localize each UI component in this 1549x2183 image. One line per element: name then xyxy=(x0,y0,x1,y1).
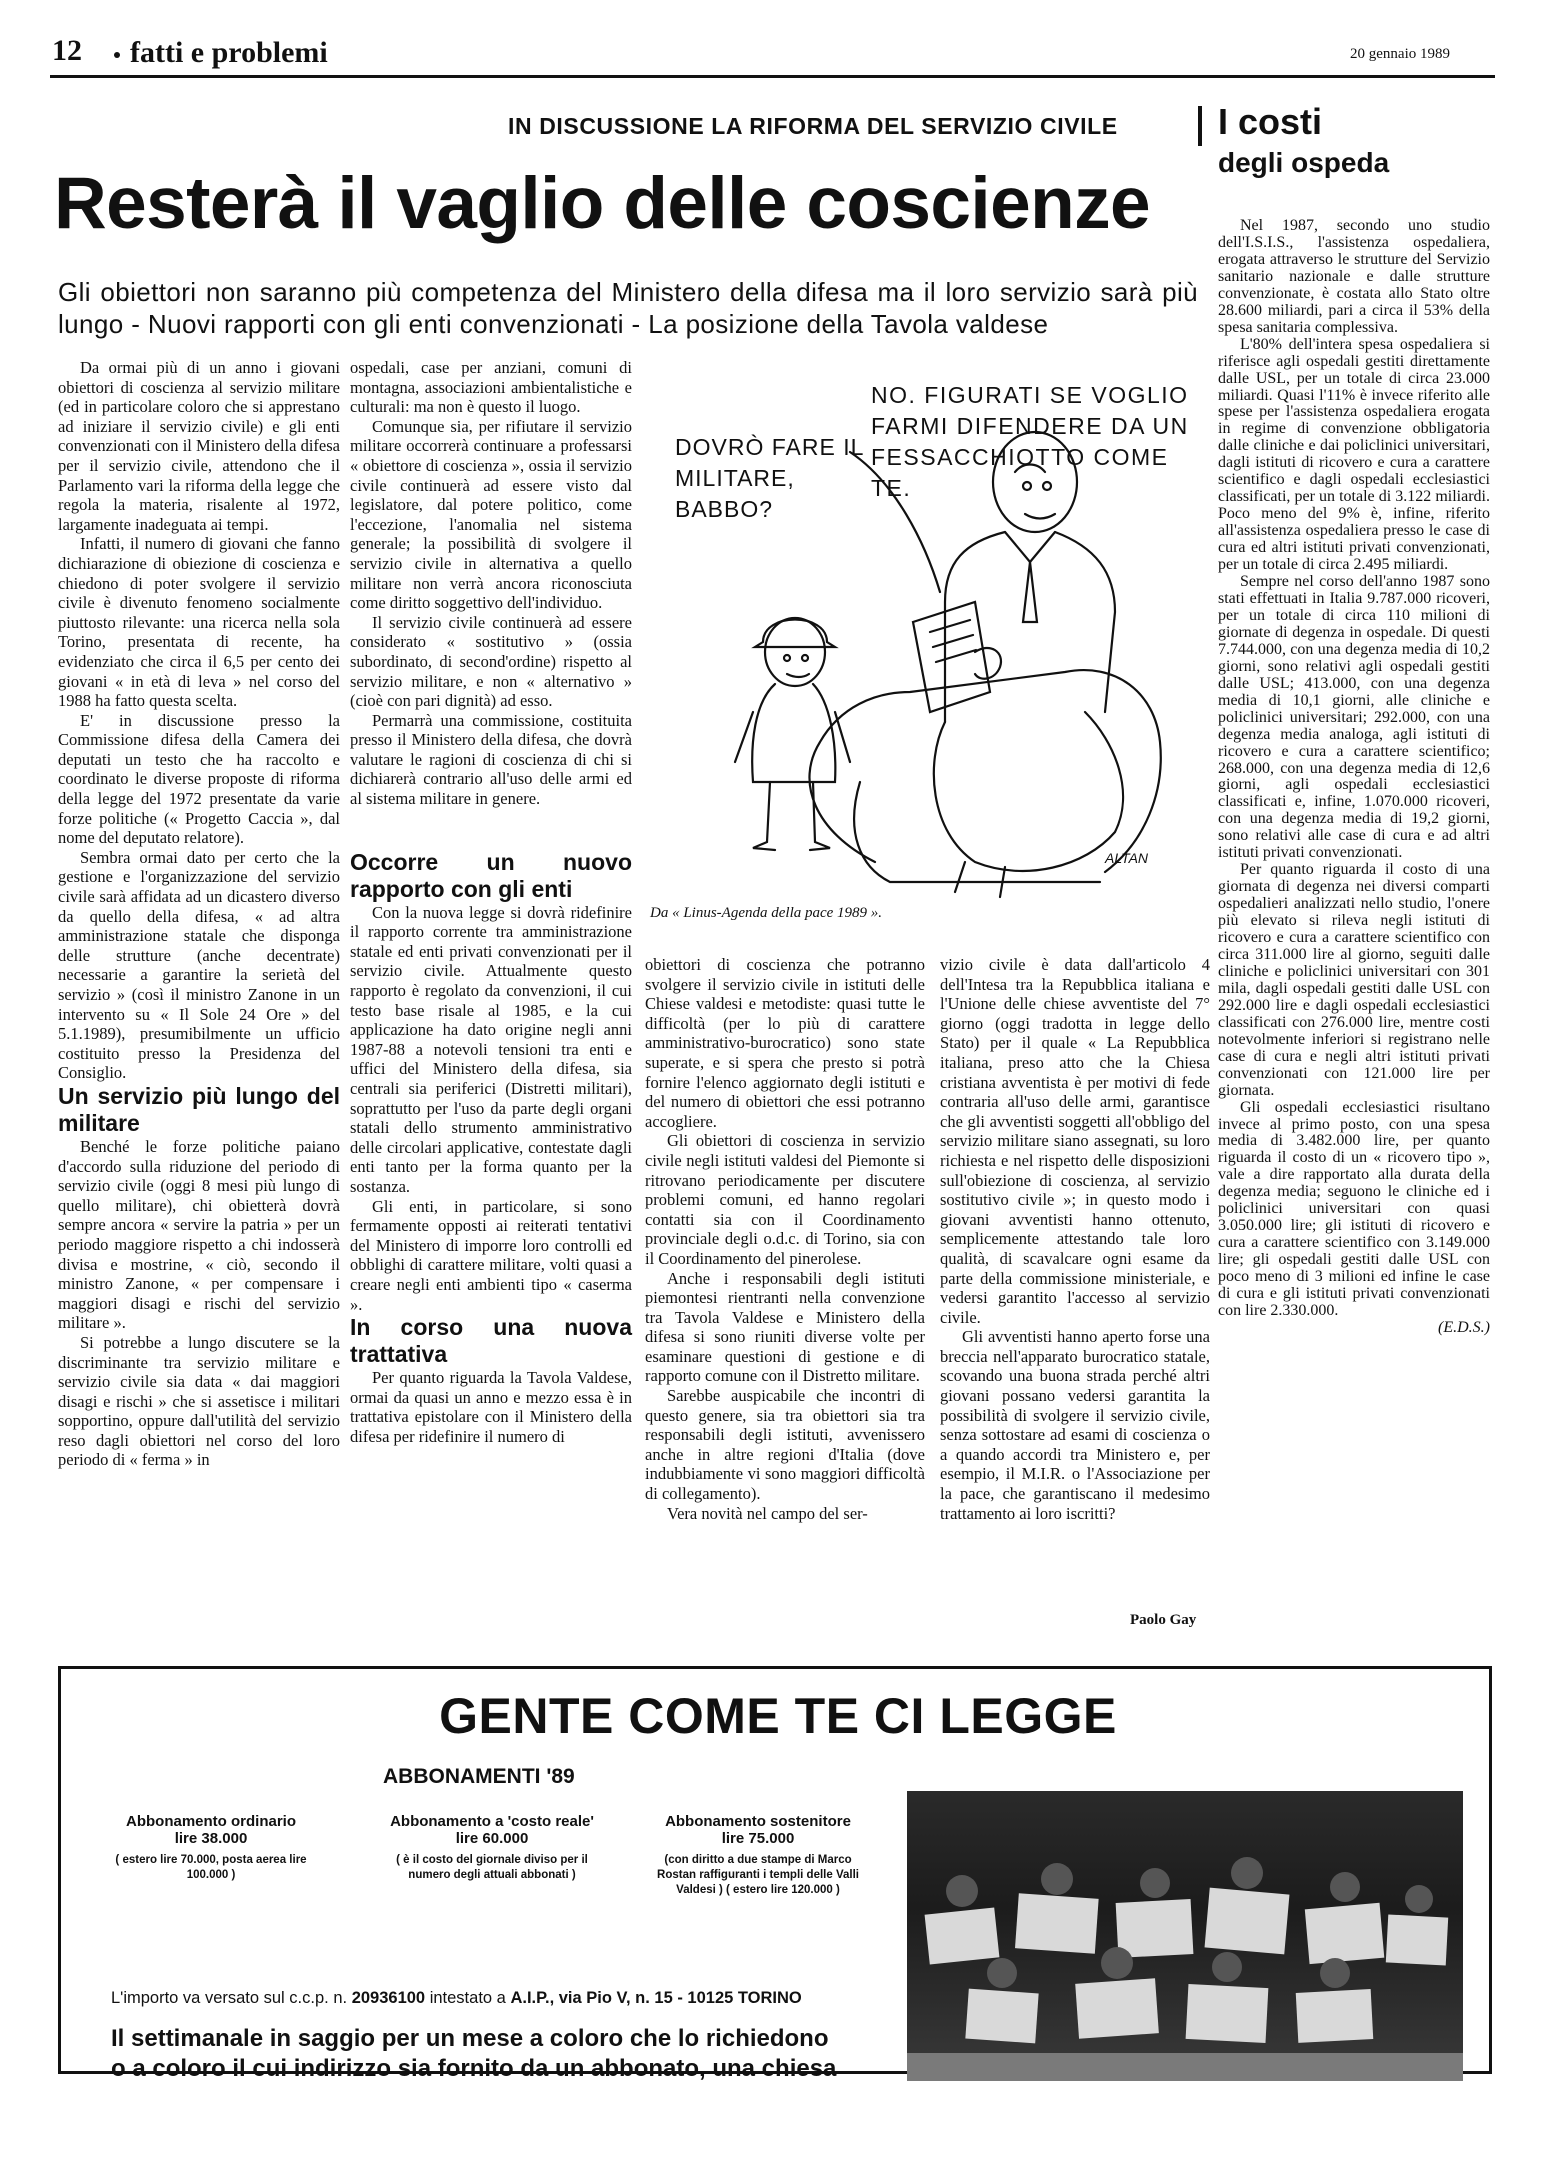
ad-footer-line2: o a coloro il cui indirizzo sia fornito da un abbonato, una chiesa xyxy=(111,2055,837,2082)
article-column-2 xyxy=(350,358,632,1447)
paragraph: Gli avventisti hanno aperto forse una breccia nell'apparato burocratico statale, scovando una buona strada perché altri giovani possano vedersi garantita la possibilità di svolgere il servizio civile, senza sottostare ad esami di coscienza o a quando accordi tra Ministero e, per esempio, il M.I.R. o l'Associazione per la pace, che garantiscano il medesimo trattamento ai loro iscritti? xyxy=(940,1327,1210,1523)
paragraph: Sarebbe auspicabile che incontri di questo genere, sia tra obiettori sia tra responsabili degli istituti, avvenissero anche in altre regioni d'Italia (dove indubbiamente vi sono maggiori difficoltà di collegamento). xyxy=(645,1386,925,1504)
paragraph: vizio civile è data dall'articolo 4 dell'Intesa tra la Repubblica italiana e l'Unione delle chiese avventiste del 7° giorno (oggi tradotta in legge dello Stato) per il quale « La Repubblica italiana, preso atto che la Chiesa cristiana avventista è per motivi di fede contraria all'uso delle armi, garantisce che gli avventisti soggetti all'obbligo del servizio militare siano assegnati, su loro richiesta e nel rispetto delle disposizioni sull'obiezione di coscienza, al servizio sostitutivo civile »; in questo modo i giovani avventisti hanno ottenuto, semplicemente attestando tale loro qualità, di scavalcare ogni esame da parte della commissione ministeriale, e vedersi garantito l'accesso al servizio civile. xyxy=(940,955,1210,1327)
subscription-option xyxy=(377,1813,607,1883)
payment-address: A.I.P., via Pio V, n. 15 - 10125 TORINO xyxy=(510,1989,802,2007)
subheading: In corso una nuova trattativa xyxy=(350,1314,632,1368)
article-column-1 xyxy=(58,358,340,1470)
header-rule xyxy=(50,75,1495,78)
paragraph: Sempre nel corso dell'anno 1987 sono stati effettuati in Italia 9.787.000 ricoveri, per un totale di circa 110 milioni di giornate di degenza in ospedale. Di questi 7.744.000, con una degenza media di 10,2 giorni, sono relativi agli ospedali gestiti dalle USL; 413.000, con una degenza media di 10,1 giorni, alle cliniche e policlinici universitari; 292.000, con una degenza media analoga, agli istituti di ricovero e cura a carattere scientifico; 268.000, con una degenza media di 12,6 giorni, agli ospedali ecclesiastici classificati e, infine, 1.070.000 ricoveri, con una degenza media di 19,2 giorni, sono relativi alle case di cura e ad altri istituti privati convenzionati. xyxy=(1218,573,1490,862)
subscription-option xyxy=(653,1813,863,1898)
ad-footer-line1: Il settimanale in saggio per un mese a coloro che lo richiedono xyxy=(111,2025,829,2052)
section-bullet xyxy=(114,52,120,58)
kicker-divider xyxy=(1198,106,1202,146)
article-kicker: IN DISCUSSIONE LA RIFORMA DEL SERVIZIO CIVILE xyxy=(508,113,1118,139)
section-title: fatti e problemi xyxy=(130,36,328,69)
readers-photo-drawing xyxy=(907,1791,1463,2081)
paragraph: Con la nuova legge si dovrà ridefinire il rapporto corrente tra amministrazione statale ed enti privati convenzionati per il servizio civile. Attualmente questo rapporto è regolato da convenzioni, il cui testo base risale al 1985, e la cui applicazione ha dato origine negli anni 1987-88 a notevoli tensioni tra enti e uffici del Ministero della difesa, sia centrali sia periferici (Distretti militari), soprattutto per l'uso da parte degli organi statali dello strumento amministrativo delle circolari applicative, contestate dagli enti tanto per la forma quanto per la sostanza. xyxy=(350,902,632,1196)
payment-prefix: L'importo va versato sul c.c.p. n. xyxy=(111,1989,348,2007)
paragraph: Si potrebbe a lungo discutere se la discriminante tra servizio militare e servizio civile sia data « dai maggiori disagi e rischi » che si assetisce i militari sopportino, oppure dall'utilità del servizio reso dagli obiettori nel corso del loro periodo di « ferma » in xyxy=(58,1332,340,1470)
paragraph: Il servizio civile continuerà ad essere considerato « sostitutivo » (ossia subordinato, di second'ordine) rispetto al servizio militare, e non « alternativo » (cioè con pari dignità) ad esso. xyxy=(350,612,632,711)
article-column-3 xyxy=(645,955,925,1523)
subscription-ad xyxy=(58,1666,1492,2082)
paragraph: obiettori di coscienza che potranno svolgere il servizio civile in istituti delle Chiese valdesi e metodiste: quasi tutte le difficoltà (per lo più di carattere amministrativo-burocratico) sono state superate, e si spera che presto si potrà fornire l'elenco aggiornato degli istituti e del numero di obiettori che essi potranno accogliere. xyxy=(645,955,925,1131)
option-note: ( estero lire 70.000, posta aerea lire 100.000 ) xyxy=(115,1854,307,1881)
paragraph: Sembra ormai dato per certo che la gestione e l'organizzazione del servizio civile sarà affidata ad un dicastero diverso da quello della difesa, « ad altra amministrazione statale che disponga delle strutture (anche decentrate) necessarie a garantire la serietà del servizio » (così il ministro Zanone in un intervento su « Il Sole 24 Ore » del 5.1.1989), presumibilmente un ufficio costituito presso la Presidenza del Consiglio. xyxy=(58,847,340,1083)
option-price: lire 75.000 xyxy=(721,1830,795,1847)
sidebar-signature: (E.D.S.) xyxy=(1438,1318,1490,1336)
issue-date: 20 gennaio 1989 xyxy=(1350,46,1450,62)
father-speech-bubble: NO. FIGURATI SE VOGLIO FARMI DIFENDERE DA UN FESSACCHIOTTO COME TE. xyxy=(871,382,1189,501)
option-price: lire 60.000 xyxy=(455,1830,529,1847)
paragraph: E' in discussione presso la Commissione difesa della Camera dei deputati un testo che ha raccolto e coordinato le diverse proposte di riforma della legge del 1972 presentate da varie forze politiche (« Progetto Caccia », dal nome del deputato relatore). xyxy=(58,710,340,848)
paragraph: Gli obiettori di coscienza in servizio civile negli istituti valdesi del Piemonte si ritrovano periodicamente per discutere problemi comuni, ed hanno regolari contatti sia con il Coordinamento provinciale degli o.d.c. di Torino, sia con il Coordinamento del pinerolese. xyxy=(645,1131,925,1268)
payment-account: 20936100 xyxy=(351,1989,426,2007)
paragraph: ospedali, case per anziani, comuni di montagna, associazioni ambientalistiche e culturali: ma non è questo il luogo. xyxy=(350,358,632,417)
readers-photo xyxy=(907,1791,1463,2081)
sidebar-title-line2: degli ospeda xyxy=(1218,147,1390,178)
option-title: Abbonamento sostenitore xyxy=(665,1813,851,1830)
paragraph: Gli ospedali ecclesiastici risultano invece al primo posto, con una spesa media di 3.482.000 lire, per quanto riguarda il costo di un « ricovero tipo », vale a dire rapportato alla durata della degenza media; seguono le cliniche ed i policlinici universitari con quasi 3.050.000 lire; gli istituti di ricovero e cura a carattere scientifico con 3.149.000 lire; gli ospedali gestiti dalle USL con poco meno di 3 milioni ed infine le case di cura e gli istituti privati convenzionati con lire 2.330.000. xyxy=(1218,1098,1490,1319)
payment-mid: intestato a xyxy=(429,1989,506,2007)
article-deck: Gli obiettori non saranno più competenza del Ministero della difesa ma il loro servizio sarà più lungo - Nuovi rapporti con gli enti convenzionati - La posizione della Tavola valdese xyxy=(58,277,1198,339)
child-speech-bubble: DOVRÒ FARE IL MILITARE, BABBO? xyxy=(675,434,864,522)
option-note: (con diritto a due stampe di Marco Rostan raffiguranti i templi delle Valli Valdesi ) ( estero lire 120.000 ) xyxy=(657,1854,859,1896)
option-title: Abbonamento a 'costo reale' xyxy=(390,1813,594,1830)
cartoon-caption: Da « Linus-Agenda della pace 1989 ». xyxy=(650,905,883,921)
paragraph: Infatti, il numero di giovani che fanno dichiarazione di obiezione di coscienza e chiedono di poter svolgere il servizio civile è divenuto fenomeno socialmente piuttosto rilevante: una ricerca nella sola Torino, presentata di recente, ha evidenziato che circa il 6,5 per cento dei giovani « in età di leva » nel corso del 1988 ha fatto questa scelta. xyxy=(58,534,340,711)
paragraph: Anche i responsabili degli istituti piemontesi rientranti nella convenzione tra Tavola Valdese e Ministero della difesa si sono riuniti diverse volte per esaminare questioni di gestione e di rapporto comune con il Distretto militare. xyxy=(645,1268,925,1386)
ad-headline: GENTE COME TE CI LEGGE xyxy=(439,1688,1117,1744)
subscription-option xyxy=(111,1813,311,1883)
paragraph: Per quanto riguarda la Tavola Valdese, ormai da quasi un anno e mezzo essa è in trattativa epistolare con il Ministero della difesa per ridefinire il numero di xyxy=(350,1368,632,1446)
paragraph: Nel 1987, secondo uno studio dell'I.S.I.S., l'assistenza ospedaliera, erogata attraverso le strutture del Servizio sanitario nazionale e dalle strutture convenzionate, è costata allo Stato oltre 28.600 miliardi, pari a circa il 53% della spesa sanitaria complessiva. xyxy=(1218,217,1490,336)
ad-footer xyxy=(111,2024,836,2084)
option-price: lire 38.000 xyxy=(174,1830,248,1847)
article-headline: Resterà il vaglio delle coscienze xyxy=(54,163,1150,244)
ad-subhead: ABBONAMENTI '89 xyxy=(383,1765,575,1788)
article-column-4 xyxy=(940,955,1210,1523)
option-note: ( è il costo del giornale diviso per il numero degli attuali abbonati ) xyxy=(396,1854,588,1881)
sidebar-column xyxy=(1218,218,1490,1337)
sidebar-title xyxy=(1218,100,1518,182)
page-number: 12 xyxy=(52,34,82,67)
cartoon xyxy=(645,362,1205,902)
paragraph: Vera novità nel campo del ser- xyxy=(667,1503,868,1523)
paragraph: Gli enti, in particolare, si sono fermamente opposti ai reiterati tentativi del Ministero di imporre loro controlli ed obblighi di carattere militare, volti quasi a creare negli enti ambienti tipo « caserma ». xyxy=(350,1196,632,1314)
subheading: Un servizio più lungo del militare xyxy=(58,1082,340,1136)
paragraph: Per quanto riguarda il costo di una giornata di degenza nei diversi comparti ospedalieri analizzati nello studio, l'onere più elevato si rileva negli istituti di ricovero e cura a carattere scientifico con circa 311.000 lire al giorno, seguiti dalle cliniche e policlinici universitari con 301 mila, dagli ospedali gestiti dalle USL con 292.000 lire e dagli ospedali ecclesiastici classificati con 276.000 lire, mentre costi notevolmente inferiori si registrano nelle case di cura e negli altri istituti privati convenzionati con 121.000 lire per giornata. xyxy=(1218,861,1490,1099)
sidebar-title-line1: I costi xyxy=(1218,101,1323,142)
paragraph: Da ormai più di un anno i giovani obiettori di coscienza al servizio militare (ed in particolare coloro che si apprestano ad iniziare il servizio civile) e gli enti convenzionati con il Ministero della difesa per il servizio civile, attendono che il Parlamento vari la riforma della legge che regola la materia, risalente al 1972, largamente inadeguata ai tempi. xyxy=(58,358,340,534)
paragraph: Comunque sia, per rifiutare il servizio militare occorrerà continuare a professarsi « obiettore di coscienza », ossia il servizio civile continuerà ad essere visto dal legislatore, dal potere politico, come l'eccezione, l'anomalia nel sistema generale; la possibilità di svolgere il servizio civile in alternativa a quello militare non verrà ancora riconosciuta come diritto soggettivo dell'individuo. xyxy=(350,416,632,613)
paragraph: Benché le forze politiche paiano d'accordo sulla riduzione del periodo di servizio civile (oggi 8 mesi più lungo di quello militare), chi obietterà dovrà sempre ancora « servire la patria » per un periodo maggiore rispetto a chi indosserà divisa e mostrine, « ciò, secondo il ministro Zanone, « per compensare i maggiori disagi e rischi del servizio militare ». xyxy=(58,1136,340,1333)
article-author: Paolo Gay xyxy=(1130,1612,1197,1628)
paragraph: Permarrà una commissione, costituita presso il Ministero della difesa, che dovrà valutare le ragioni di coscienza di chi si dichiarerà contrario all'uso delle armi ed al sistema militare in genere. xyxy=(350,710,632,809)
subheading: Occorre un nuovo rapporto con gli enti xyxy=(350,848,632,902)
paragraph: L'80% dell'intera spesa ospedaliera si riferisce agli ospedali gestiti direttamente dalle USL, per un totale di circa 23.000 miliardi. Quasi l'11% è invece riferito alle spese per l'assistenza ospedaliera erogata in regime di convenzione obbligatoria dalle cliniche e dai policlinici universitari, dagli istituti di ricovero e cura a carattere scientifico e dagli ospedali ecclesiastici classificati, per un totale di 3.122 miliardi. Poco meno del 9% è, infine, riferito all'assistenza ospedaliera presso le case di cura ed altri istituti privati convenzionati, per un totale di circa 2.495 miliardi. xyxy=(1218,335,1490,574)
cartoonist-signature: ALTAN xyxy=(1105,850,1149,866)
payment-info xyxy=(111,1989,802,2008)
option-title: Abbonamento ordinario xyxy=(126,1813,296,1830)
